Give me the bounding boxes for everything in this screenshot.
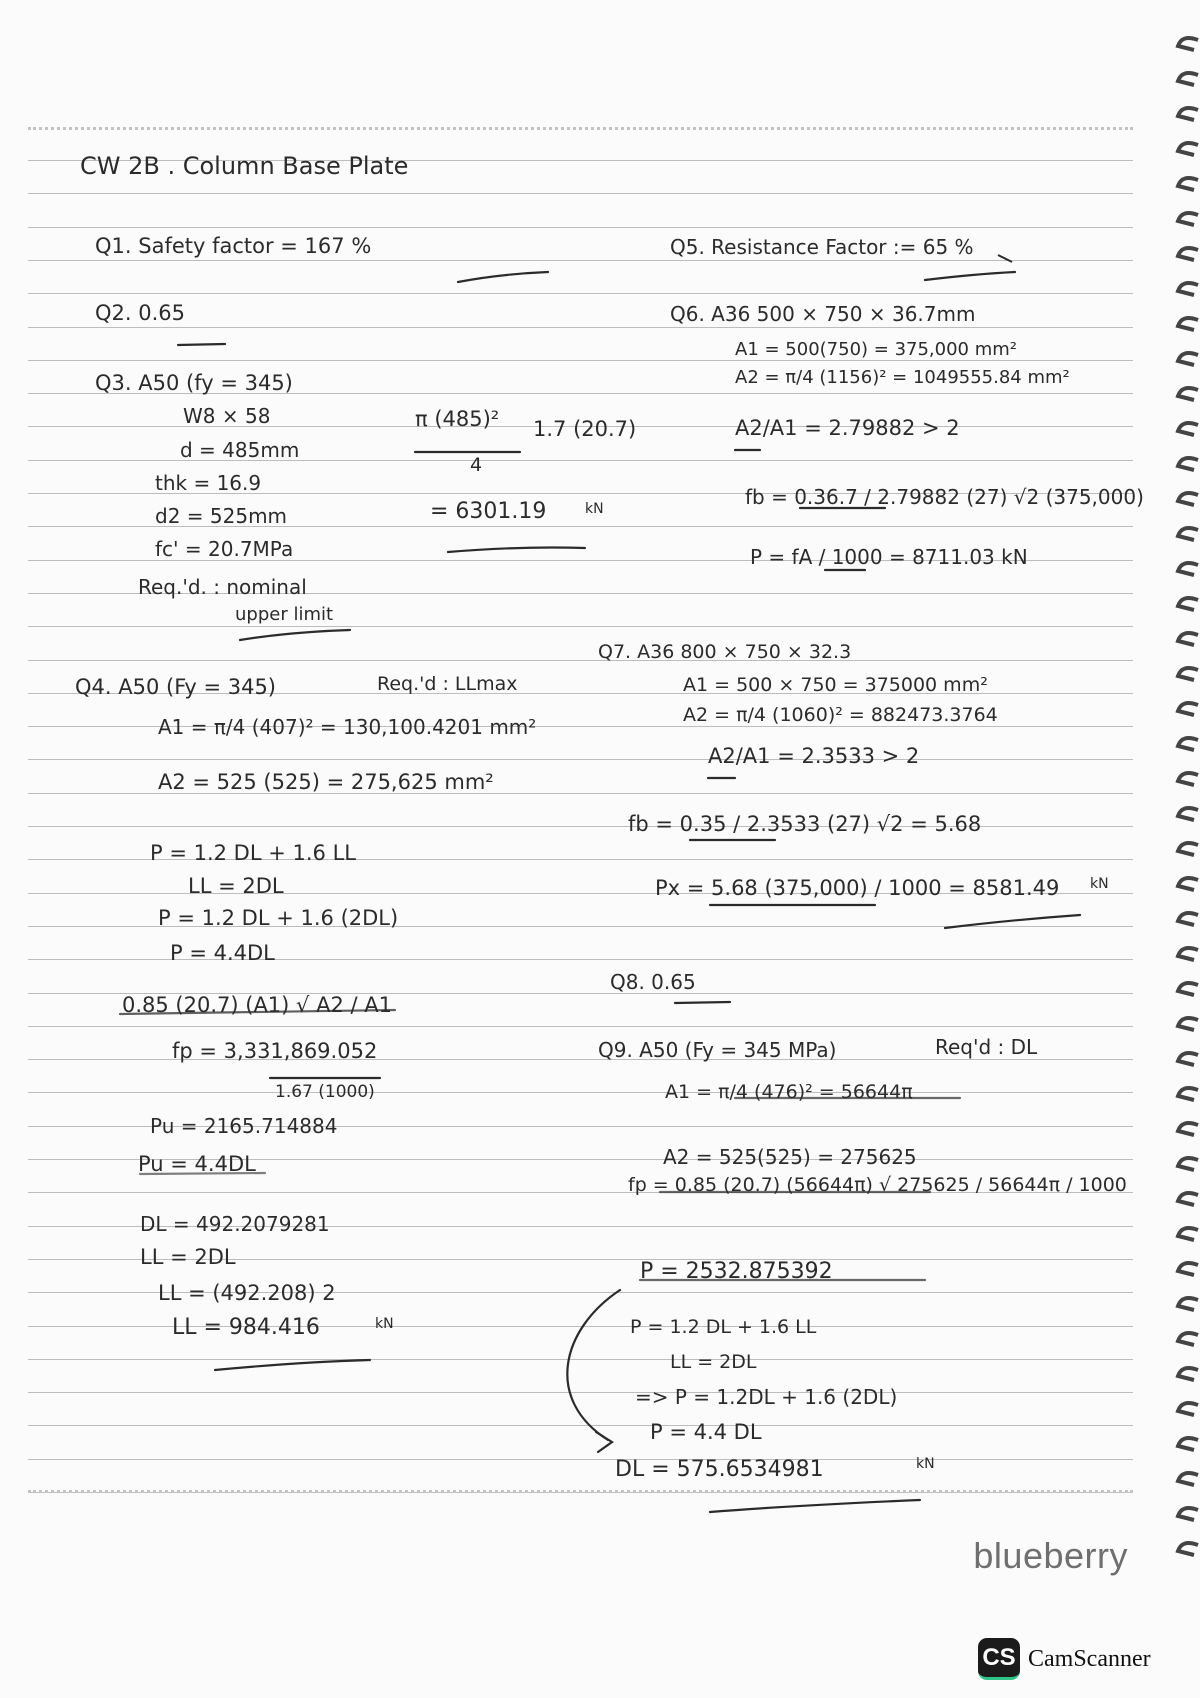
underline-q4: [215, 1360, 370, 1370]
spiral-ring-icon: [1178, 773, 1198, 785]
note-q3g: Req.'d. : nominal: [138, 575, 307, 599]
spiral-ring-icon: [1178, 1438, 1198, 1450]
note-q4d: A2 = 525 (525) = 275,625 mm²: [158, 770, 494, 794]
note-q3a: Q3. A50 (fy = 345): [95, 371, 293, 395]
note-q7d: A2/A1 = 2.3533 > 2: [708, 744, 920, 768]
note-q3c: d = 485mm: [180, 438, 300, 462]
spiral-ring-icon: [1178, 388, 1198, 400]
note-q9l: kN: [916, 1456, 935, 1472]
note-q4a: Q4. A50 (Fy = 345): [75, 675, 276, 699]
spiral-ring-icon: [1178, 493, 1198, 505]
spiral-ring-icon: [1178, 1508, 1198, 1520]
spiral-ring-icon: [1178, 668, 1198, 680]
note-q9j: P = 4.4 DL: [650, 1420, 762, 1444]
note-q9e: fp = 0.85 (20.7) (56644π) √ 275625 / 56644π / 1000: [628, 1174, 1127, 1196]
page-title: CW 2B . Column Base Plate: [80, 152, 409, 180]
note-q4l: Pu = 2165.714884: [150, 1114, 338, 1138]
note-q9k: DL = 575.6534981: [615, 1457, 824, 1482]
spiral-ring-icon: [1178, 248, 1198, 260]
spiral-ring-icon: [1178, 213, 1198, 225]
spiral-ring-icon: [1178, 913, 1198, 925]
camscanner-logo-icon: CS: [978, 1638, 1020, 1680]
spiral-ring-icon: [1178, 598, 1198, 610]
underline-q7: [945, 915, 1080, 928]
note-q4m: Pu = 4.4DL: [138, 1152, 256, 1176]
note-q3m: kN: [585, 501, 604, 517]
note-q6f: P = fA / 1000 = 8711.03 kN: [750, 545, 1028, 569]
note-q3h: upper limit: [235, 604, 334, 625]
note-q3f: fc' = 20.7MPa: [155, 537, 294, 561]
spiral-ring-icon: [1178, 1368, 1198, 1380]
note-q4e: P = 1.2 DL + 1.6 LL: [150, 841, 356, 865]
spiral-ring-icon: [1178, 458, 1198, 470]
underline-q9: [710, 1500, 920, 1512]
spiral-ring-icon: [1178, 1298, 1198, 1310]
spiral-ring-icon: [1178, 318, 1198, 330]
spiral-ring-icon: [1178, 633, 1198, 645]
note-q4q: LL = 984.416: [172, 1315, 320, 1340]
spiral-ring-icon: [1178, 1473, 1198, 1485]
note-q6b: A1 = 500(750) = 375,000 mm²: [735, 339, 1018, 360]
underline-q8: [675, 1002, 730, 1003]
underline-q5: [925, 272, 1015, 280]
note-q4b: Req.'d : LLmax: [377, 673, 518, 695]
note-q5: Q5. Resistance Factor := 65 %: [670, 235, 974, 259]
spiral-ring-icon: [1178, 1158, 1198, 1170]
spiral-ring-icon: [1178, 703, 1198, 715]
spiral-ring-icon: [1178, 843, 1198, 855]
note-q1: Q1. Safety factor = 167 %: [95, 234, 372, 258]
spiral-ring-icon: [1178, 1263, 1198, 1275]
note-q9b: Req'd : DL: [935, 1035, 1038, 1059]
note-q4j: fp = 3,331,869.052: [172, 1039, 378, 1063]
note-q3i: π (485)²: [415, 407, 500, 431]
note-q9c: A1 = π/4 (476)² = 56644π: [665, 1081, 913, 1103]
spiral-ring-icon: [1178, 1543, 1198, 1555]
spiral-ring-icon: [1178, 353, 1198, 365]
note-q3d: thk = 16.9: [155, 471, 262, 495]
spiral-ring-icon: [1178, 108, 1198, 120]
spiral-ring-icon: [1178, 528, 1198, 540]
note-q3e: d2 = 525mm: [155, 504, 288, 528]
note-q7b: A1 = 500 × 750 = 375000 mm²: [683, 674, 988, 696]
note-q7e: fb = 0.35 / 2.3533 (27) √2 = 5.68: [628, 812, 982, 836]
spiral-ring-icon: [1178, 878, 1198, 890]
spiral-ring-icon: [1178, 1053, 1198, 1065]
note-q9d: A2 = 525(525) = 275625: [663, 1145, 917, 1169]
note-q4n: DL = 492.2079281: [140, 1212, 330, 1236]
note-q2: Q2. 0.65: [95, 301, 185, 325]
note-q7c: A2 = π/4 (1060)² = 882473.3764: [683, 704, 998, 726]
note-q8: Q8. 0.65: [610, 970, 696, 994]
note-q3l: = 6301.19: [430, 499, 547, 524]
note-q9f: P = 2532.875392: [640, 1259, 833, 1284]
spiral-ring-icon: [1178, 283, 1198, 295]
note-q3j: 1.7 (20.7): [533, 417, 637, 441]
note-q7g: kN: [1090, 876, 1109, 892]
notebook-brand-watermark: blueberry: [973, 1535, 1128, 1576]
spiral-ring-icon: [1178, 423, 1198, 435]
note-q7a: Q7. A36 800 × 750 × 32.3: [598, 641, 852, 663]
note-q6d: A2/A1 = 2.79882 > 2: [735, 416, 960, 440]
note-q3k: 4: [470, 454, 483, 476]
underline-q3-answer: [448, 548, 585, 553]
spiral-ring-icon: [1178, 808, 1198, 820]
note-q4c: A1 = π/4 (407)² = 130,100.4201 mm²: [158, 715, 537, 739]
spiral-binding-icon: [1170, 20, 1200, 1620]
note-q9a: Q9. A50 (Fy = 345 MPa): [598, 1038, 837, 1062]
arrow-curve-q9: [567, 1290, 620, 1440]
spiral-ring-icon: [1178, 738, 1198, 750]
spiral-ring-icon: [1178, 1193, 1198, 1205]
note-q4k: 1.67 (1000): [275, 1082, 375, 1102]
spiral-ring-icon: [1178, 1403, 1198, 1415]
spiral-ring-icon: [1178, 143, 1198, 155]
arrow-head-q9: [596, 1432, 612, 1452]
spiral-ring-icon: [1178, 1228, 1198, 1240]
spiral-ring-icon: [1178, 1123, 1198, 1135]
spiral-ring-icon: [1178, 948, 1198, 960]
spiral-ring-icon: [1178, 1018, 1198, 1030]
note-q6a: Q6. A36 500 × 750 × 36.7mm: [670, 302, 976, 326]
note-q4i: 0.85 (20.7) (A1) √ A2 / A1: [122, 993, 392, 1017]
camscanner-name: CamScanner: [1028, 1645, 1151, 1672]
note-q9g: P = 1.2 DL + 1.6 LL: [630, 1316, 817, 1338]
camscanner-watermark: [978, 1638, 1151, 1680]
underline-q1: [458, 272, 548, 282]
spiral-ring-icon: [1178, 1088, 1198, 1100]
spiral-ring-icon: [1178, 38, 1198, 50]
note-q3b: W8 × 58: [183, 404, 271, 428]
note-q4p: LL = (492.208) 2: [158, 1281, 336, 1305]
note-q4f: LL = 2DL: [188, 874, 284, 898]
note-q9h: LL = 2DL: [670, 1351, 757, 1373]
note-q6e: fb = 0.36.7 / 2.79882 (27) √2 (375,000): [745, 485, 1144, 509]
spiral-ring-icon: [1178, 73, 1198, 85]
note-q4o: LL = 2DL: [140, 1245, 236, 1269]
underline-q2: [178, 344, 225, 345]
spiral-ring-icon: [1178, 1333, 1198, 1345]
note-q4g: P = 1.2 DL + 1.6 (2DL): [158, 906, 399, 930]
note-q6c: A2 = π/4 (1156)² = 1049555.84 mm²: [735, 367, 1070, 388]
note-q4h: P = 4.4DL: [170, 941, 275, 965]
spiral-ring-icon: [1178, 178, 1198, 190]
spiral-ring-icon: [1178, 983, 1198, 995]
note-q4r: kN: [375, 1316, 394, 1332]
note-q9i: => P = 1.2DL + 1.6 (2DL): [635, 1385, 898, 1409]
note-q7f: Px = 5.68 (375,000) / 1000 = 8581.49: [655, 876, 1060, 900]
spiral-ring-icon: [1178, 563, 1198, 575]
underline-q3: [240, 630, 350, 640]
